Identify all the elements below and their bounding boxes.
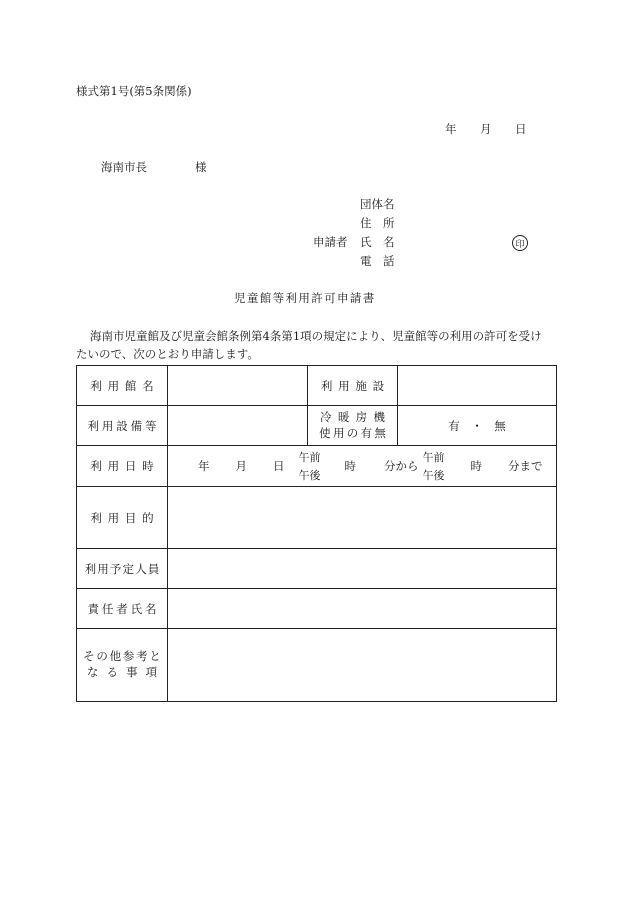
addressee-suffix: 様 (195, 160, 207, 174)
table-row (77, 589, 557, 629)
facility-use-field[interactable] (398, 366, 557, 406)
applicant-phone-label: 電 話 (360, 254, 395, 268)
equipment-label: 利用設備等 (77, 406, 168, 446)
responsible-field[interactable] (168, 589, 557, 629)
dt-year: 年 (198, 459, 210, 473)
table-row (77, 549, 557, 589)
intro-line-2: たいので、次のとおり申請します。 (76, 347, 259, 361)
date-month-label: 月 (480, 122, 492, 136)
facility-name-field[interactable] (168, 366, 308, 406)
other-label: その他参考と なる事項 (77, 629, 168, 702)
other-field[interactable] (168, 629, 557, 702)
purpose-label: 利用目的 (77, 487, 168, 549)
table-row (77, 487, 557, 549)
dt-day: 日 (273, 459, 285, 473)
aircon-yes-no-field[interactable]: 有 ・ 無 (398, 406, 557, 446)
purpose-field[interactable] (168, 487, 557, 549)
facility-use-label: 利用施設 (308, 366, 398, 406)
dt-month: 月 (235, 459, 247, 473)
table-row (77, 366, 557, 406)
date-year-label: 年 (445, 122, 457, 136)
table-row (77, 629, 557, 702)
applicant-org-label: 団体名 (360, 197, 395, 211)
responsible-label: 責任者氏名 (77, 589, 168, 629)
people-label: 利用予定人員 (77, 549, 168, 589)
dt-until: 分まで (508, 459, 543, 473)
application-table (76, 365, 557, 702)
end-ampm[interactable]: 午前 午後 (422, 451, 445, 482)
datetime-field[interactable] (168, 446, 557, 487)
dt-end-hour: 時 (470, 459, 482, 473)
dt-start-hour: 時 (344, 459, 356, 473)
applicant-name-label: 氏 名 (360, 235, 395, 249)
addressee: 海南市長 (101, 160, 147, 174)
date-day-label: 日 (515, 122, 527, 136)
aircon-label: 冷暖房機 使用の有無 (308, 406, 398, 446)
dt-from: 分から (384, 459, 419, 473)
seal-mark-icon: 印 (512, 235, 528, 251)
datetime-label: 利用日時 (77, 446, 168, 487)
start-ampm[interactable]: 午前 午後 (298, 451, 321, 482)
table-row (77, 446, 557, 487)
people-field[interactable] (168, 549, 557, 589)
table-row (77, 406, 557, 446)
applicant-address-label: 住 所 (360, 216, 395, 230)
intro-line-1: 海南市児童館及び児童会館条例第4条第1項の規定により、児童館等の利用の許可を受け (90, 329, 542, 343)
applicant-label: 申請者 (313, 235, 348, 249)
facility-name-label: 利用館名 (77, 366, 168, 406)
document-title: 児童館等利用許可申請書 (234, 291, 376, 305)
equipment-field[interactable] (168, 406, 308, 446)
form-number: 様式第1号(第5条関係) (76, 84, 192, 98)
